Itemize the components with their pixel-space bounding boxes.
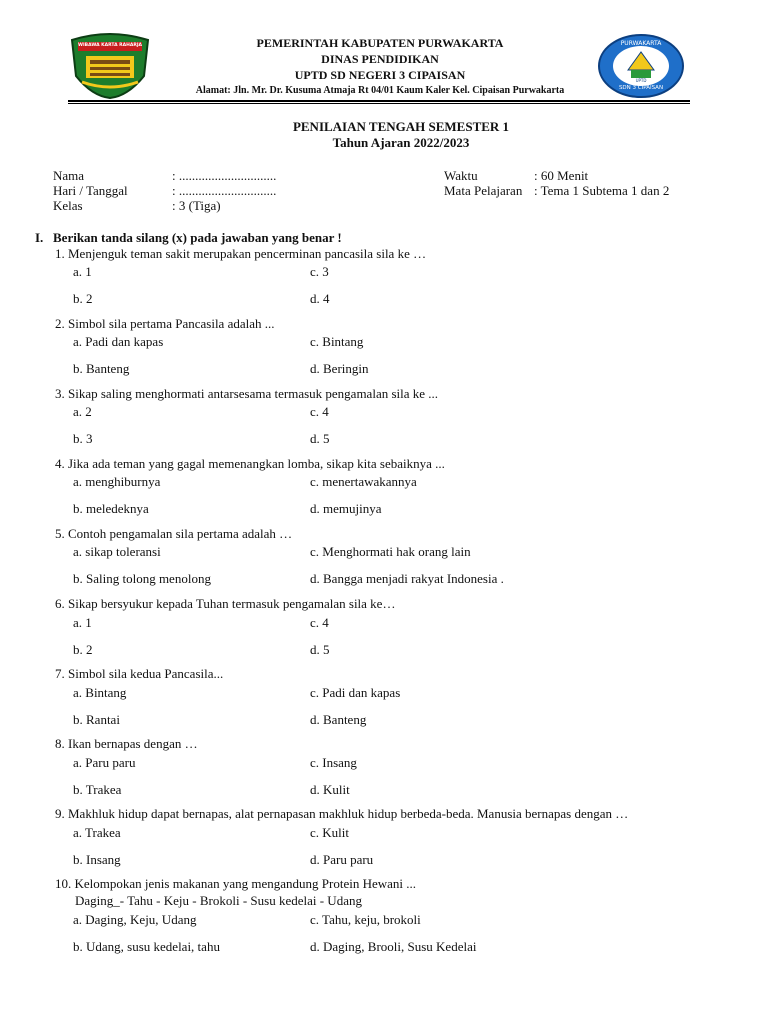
option-a: a. Bintang — [73, 685, 127, 700]
header-rule-thick — [68, 100, 690, 102]
header-address: Alamat: Jln. Mr. Dr. Kusuma Atmaja Rt 04/01 Kaum Kaler Kel. Cipaisan Purwakarta — [195, 85, 565, 96]
option-b: b. Rantai — [73, 712, 120, 727]
option-d: d. Bangga menjadi rakyat Indonesia . — [310, 571, 504, 586]
option-a: a. 1 — [73, 264, 92, 279]
option-c: c. Menghormati hak orang lain — [310, 544, 471, 559]
question-text: 5. Contoh pengamalan sila pertama adalah … — [55, 526, 293, 541]
kelas-label: Kelas — [53, 198, 83, 213]
question-text: 3. Sikap saling menghormati antarsesama termasuk pengamalan sila ke ... — [55, 386, 439, 401]
nama-label: Nama — [53, 168, 85, 183]
option-b: b. 3 — [73, 431, 93, 446]
option-d: d. Beringin — [310, 361, 369, 376]
question-subtext: Daging_- Tahu - Keju - Brokoli - Susu kedelai - Udang — [75, 893, 362, 908]
option-d: d. Paru paru — [310, 852, 374, 867]
option-d: d. Daging, Brooli, Susu Kedelai — [310, 939, 477, 954]
option-b: b. Udang, susu kedelai, tahu — [73, 939, 220, 954]
option-a: a. Paru paru — [73, 755, 136, 770]
option-d: d. Banteng — [310, 712, 367, 727]
option-c: c. 3 — [310, 264, 329, 279]
option-a: a. sikap toleransi — [73, 544, 161, 559]
question-text: 4. Jika ada teman yang gagal memenangkan lomba, sikap kita sebaiknya ... — [55, 456, 445, 471]
option-d: d. 4 — [310, 291, 330, 306]
school-logo-bottom-text: SDN 3 CIPAISAN — [618, 85, 664, 91]
exam-title: PENILAIAN TENGAH SEMESTER 1 — [292, 119, 510, 134]
question-text: 10. Kelompokan jenis makanan yang mengandung Protein Hewani ... — [55, 876, 417, 891]
question-text: 6. Sikap bersyukur kepada Tuhan termasuk pengamalan sila ke… — [55, 596, 396, 611]
nama-field: : .............................. — [172, 168, 277, 183]
kelas-value: : 3 (Tiga) — [172, 198, 221, 213]
mata-pelajaran-label: Mata Pelajaran — [444, 183, 523, 198]
waktu-value: : 60 Menit — [534, 168, 589, 183]
option-c: c. Bintang — [310, 334, 364, 349]
option-c: c. Insang — [310, 755, 357, 770]
option-c: c. Kulit — [310, 825, 349, 840]
option-a: a. Trakea — [73, 825, 121, 840]
hari-tanggal-label: Hari / Tanggal — [53, 183, 128, 198]
option-a: a. 2 — [73, 404, 92, 419]
section-instruction: Berikan tanda silang (x) pada jawaban yang benar ! — [53, 230, 342, 245]
school-logo-top-text: PURWAKARTA — [620, 40, 662, 47]
question-text: 7. Simbol sila kedua Pancasila... — [55, 666, 224, 681]
option-b: b. meledeknya — [73, 501, 149, 516]
question-text: 2. Simbol sila pertama Pancasila adalah ... — [55, 316, 275, 331]
section-number: I. — [35, 230, 44, 245]
option-a: a. Daging, Keju, Udang — [73, 912, 197, 927]
header-government: PEMERINTAH KABUPATEN PURWAKARTA — [256, 36, 504, 50]
option-d: d. 5 — [310, 431, 330, 446]
option-b: b. Insang — [73, 852, 121, 867]
option-c: c. Padi dan kapas — [310, 685, 401, 700]
question-text: 1. Menjenguk teman sakit merupakan pencerminan pancasila sila ke … — [55, 246, 427, 261]
waktu-label: Waktu — [444, 168, 478, 183]
option-c: c. 4 — [310, 615, 329, 630]
header-department: DINAS PENDIDIKAN — [321, 52, 439, 66]
option-c: c. Tahu, keju, brokoli — [310, 912, 421, 927]
option-b: b. 2 — [73, 642, 93, 657]
header-rule-thin — [68, 103, 690, 104]
option-c: c. menertawakannya — [310, 474, 417, 489]
header-school: UPTD SD NEGERI 3 CIPAISAN — [294, 68, 466, 82]
option-c: c. 4 — [310, 404, 329, 419]
kabupaten-motto: WIBAWA KARTA RAHARJA — [78, 43, 142, 48]
option-a: a. 1 — [73, 615, 92, 630]
option-d: d. 5 — [310, 642, 330, 657]
mata-pelajaran-value: : Tema 1 Subtema 1 dan 2 — [534, 183, 670, 198]
question-text: 8. Ikan bernapas dengan … — [55, 736, 198, 751]
option-b: b. 2 — [73, 291, 93, 306]
exam-year: Tahun Ajaran 2022/2023 — [332, 135, 470, 150]
option-b: b. Banteng — [73, 361, 130, 376]
option-b: b. Saling tolong menolong — [73, 571, 211, 586]
option-d: d. Kulit — [310, 782, 350, 797]
question-text: 9. Makhluk hidup dapat bernapas, alat pernapasan makhluk hidup berbeda-beda. Manusia bernapas dengan … — [55, 806, 629, 821]
option-d: d. memujinya — [310, 501, 382, 516]
option-b: b. Trakea — [73, 782, 122, 797]
hari-tanggal-field: : .............................. — [172, 183, 277, 198]
school-logo-mid-text: UPTD — [635, 78, 647, 83]
option-a: a. menghiburnya — [73, 474, 161, 489]
option-a: a. Padi dan kapas — [73, 334, 164, 349]
